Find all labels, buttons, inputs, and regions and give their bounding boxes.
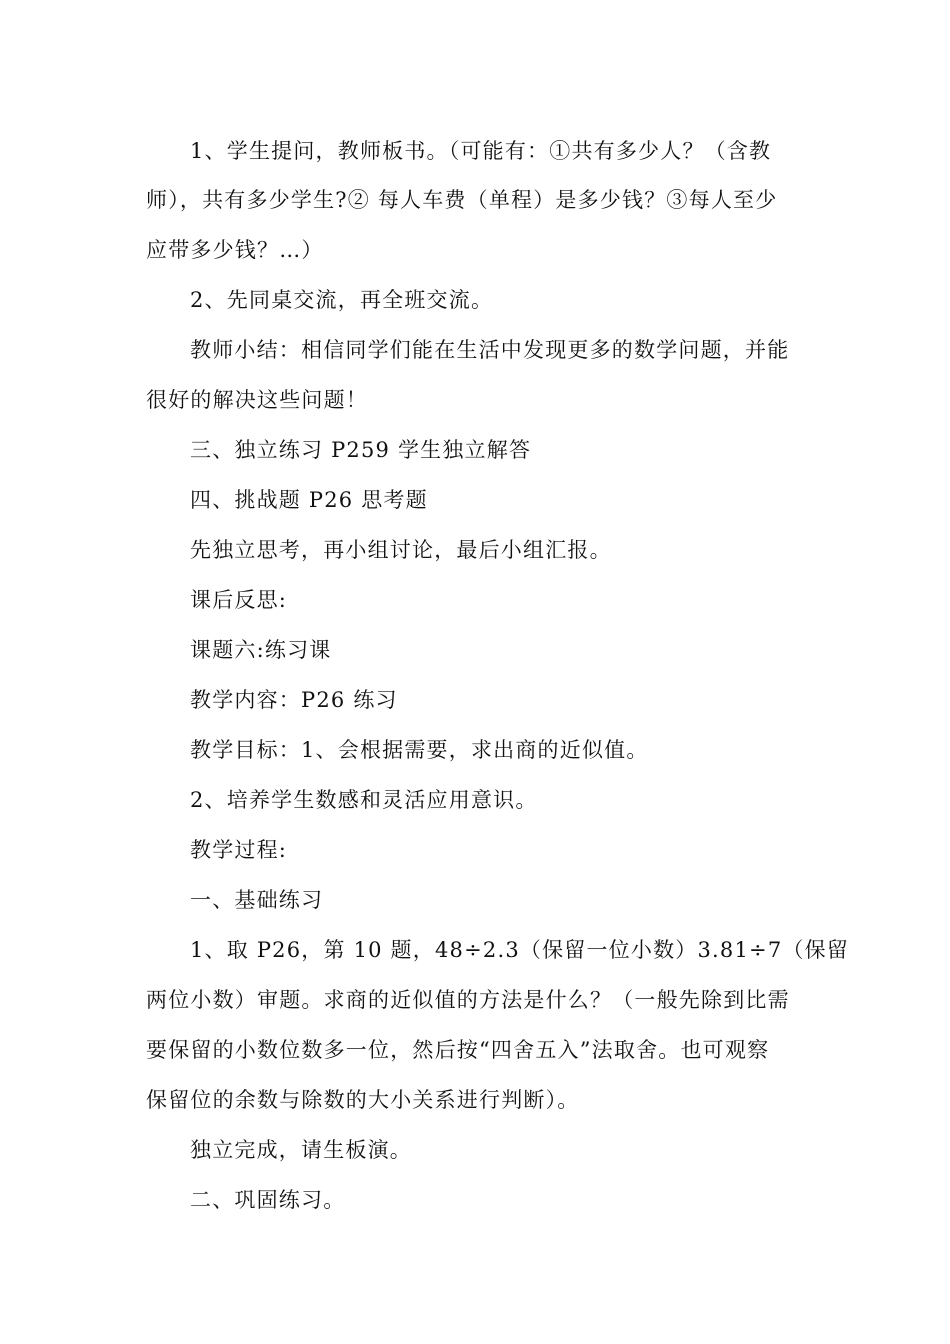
paragraph-line: 要保留的小数位数多一位，然后按“四舍五入”法取舍。也可观察 [146,1038,770,1062]
paragraph-line: 独立完成，请生板演。 [190,1138,412,1162]
section-heading: 二、巩固练习。 [190,1188,346,1212]
paragraph-line: 两位小数）审题。求商的近似值的方法是什么？（一般先除到比需 [146,988,790,1012]
paragraph-line: 教学内容：P26 练习 [190,688,398,712]
paragraph-line: 2、先同桌交流，再全班交流。 [190,288,494,312]
paragraph-line: 教师小结：相信同学们能在生活中发现更多的数学问题，并能 [190,338,790,362]
paragraph-line: 教学目标：1、会根据需要，求出商的近似值。 [190,738,649,762]
paragraph-line: 2、培养学生数感和灵活应用意识。 [190,788,538,812]
paragraph-line: 教学过程: [190,838,288,862]
section-heading: 三、独立练习 P259 学生独立解答 [190,438,532,462]
paragraph-line: 保留位的余数与除数的大小关系进行判断）。 [146,1088,580,1112]
paragraph-line: 师），共有多少学生?② 每人车费（单程）是多少钱？③每人至少 [146,188,778,212]
section-heading: 一、基础练习 [190,888,324,912]
paragraph-line: 先独立思考，再小组讨论，最后小组汇报。 [190,538,612,562]
paragraph-line: 课后反思: [190,588,288,612]
section-heading: 四、挑战题 P26 思考题 [190,488,428,512]
paragraph-line: 1、学生提问，教师板书。（可能有：①共有多少人？（含教 [190,139,772,163]
paragraph-line: 应带多少钱？…） [146,238,324,262]
paragraph-line: 很好的解决这些问题！ [146,388,368,412]
lesson-title: 课题六:练习课 [190,638,332,662]
paragraph-line: 1、取 P26，第 10 题，48÷2.3（保留一位小数）3.81÷7（保留 [190,938,849,962]
